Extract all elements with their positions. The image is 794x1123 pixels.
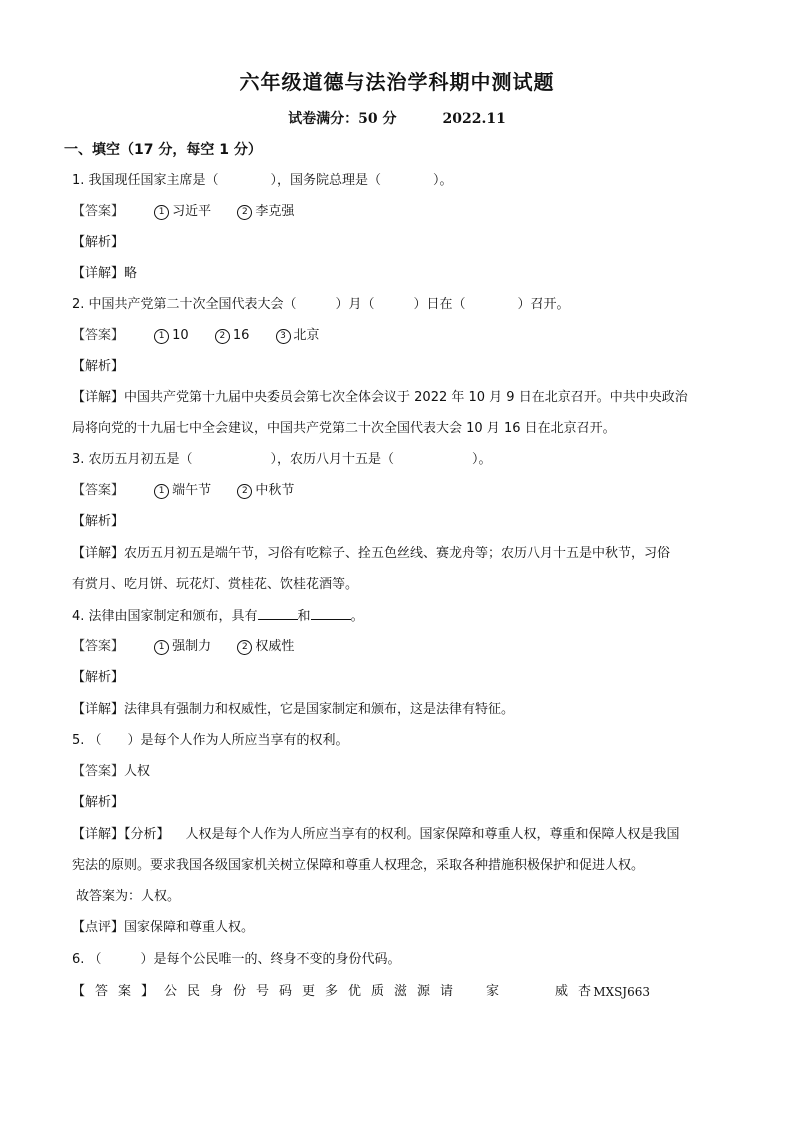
answer-label: 【答案】 [72,204,125,219]
circled-number-2: 2 [237,640,252,655]
analysis-label: 【解析】 [72,359,125,374]
answer-label: 【答案】 [72,984,165,999]
watermark-code: MXSJ663 [593,985,650,999]
answer-label: 【答案】 [72,328,125,343]
answer-text: 10 [172,328,189,343]
q5-answer [72,762,722,782]
circled-number-2: 2 [237,484,252,499]
q5-conclusion: 故答案为：人权。 [76,889,181,904]
q2-detail-line-2: 局将向党的十九届七中全会建议，中国共产党第二十次全国代表大会 10 月 16 日在北京召开。 [72,421,616,436]
q3-detail-line-1: 【详解】农历五月初五是端午节，习俗有吃粽子、拴五色丝线、赛龙舟等；农历八月十五是中秋节，习俗 [72,546,671,561]
circled-number-2: 2 [215,329,230,344]
q2-detail-line-1: 【详解】中国共产党第十九届中央委员会第七次全体会议于 2022 年 10 月 9 日在北京召开。中共中央政治 [72,390,688,405]
q4-answer [72,637,722,657]
answer-text: 16 [232,328,250,343]
answer-text: 端午节 [172,483,212,498]
q3-answer [72,481,722,501]
answer-label: 【答案】 [72,764,125,779]
full-score: 试卷满分：50 分 [288,111,397,127]
q1-detail: 【详解】略 [72,266,138,281]
answer-text: 权威性 [255,639,295,654]
q6-answer [72,982,722,1002]
circled-number-1: 1 [154,484,169,499]
question-3: 3. 农历五月初五是（ ），农历八月十五是（ ）。 [72,452,492,467]
answer-text: 北京 [293,328,320,343]
circled-number-1: 1 [154,640,169,655]
section-heading: 一、填空（17 分，每空 1 分） [64,142,262,158]
question-1: 1. 我国现任国家主席是（ ），国务院总理是（ ）。 [72,173,453,188]
q5-detail-line-1: 【详解】【分析】 人权是每个人作为人所应当享有的权利。国家保障和尊重人权，尊重和保障人权是我国 [72,827,680,842]
question-4: 4. 法律由国家制定和颁布，具有 和 。 [72,606,722,627]
fill-blank [311,606,351,620]
answer-text: 强制力 [172,639,212,654]
circled-number-2: 2 [237,205,252,220]
question-6: 6. （ ）是每个公民唯一的、终身不变的身份代码。 [72,952,401,967]
q3-detail-line-2: 有赏月、吃月饼、玩花灯、赏桂花、饮桂花酒等。 [72,577,359,592]
answer-label: 【答案】 [72,483,125,498]
question-5: 5. （ ）是每个人作为人所应当享有的权利。 [72,733,349,748]
answer-text: 公民身份号码更多优质滋源请 家 威杏 [164,984,602,999]
answer-text: 人权 [124,764,151,779]
circled-number-1: 1 [154,329,169,344]
fill-blank [258,606,298,620]
q1-answer [72,202,722,222]
exam-info [0,108,794,128]
answer-label: 【答案】 [72,639,125,654]
analysis-label: 【解析】 [72,795,125,810]
exam-date: 2022.11 [442,111,506,127]
circled-number-3: 3 [276,329,291,344]
q4-detail: 【详解】法律具有强制力和权威性，它是国家制定和颁布，这是法律有特征。 [72,702,515,717]
analysis-label: 【解析】 [72,235,125,250]
circled-number-1: 1 [154,205,169,220]
q2-answer [72,326,722,346]
answer-text: 李克强 [255,204,295,219]
q5-comment: 【点评】国家保障和尊重人权。 [72,920,255,935]
answer-text: 习近平 [172,204,212,219]
q5-detail-line-2: 宪法的原则。要求我国各级国家机关树立保障和尊重人权理念，采取各种措施积极保护和促进人权。 [72,858,645,873]
question-2: 2. 中国共产党第二十次全国代表大会（ ）月（ ）日在（ ）召开。 [72,297,570,312]
answer-text: 中秋节 [255,483,295,498]
page-title: 六年级道德与法治学科期中测试题 [239,70,555,94]
analysis-label: 【解析】 [72,514,125,529]
analysis-label: 【解析】 [72,670,125,685]
